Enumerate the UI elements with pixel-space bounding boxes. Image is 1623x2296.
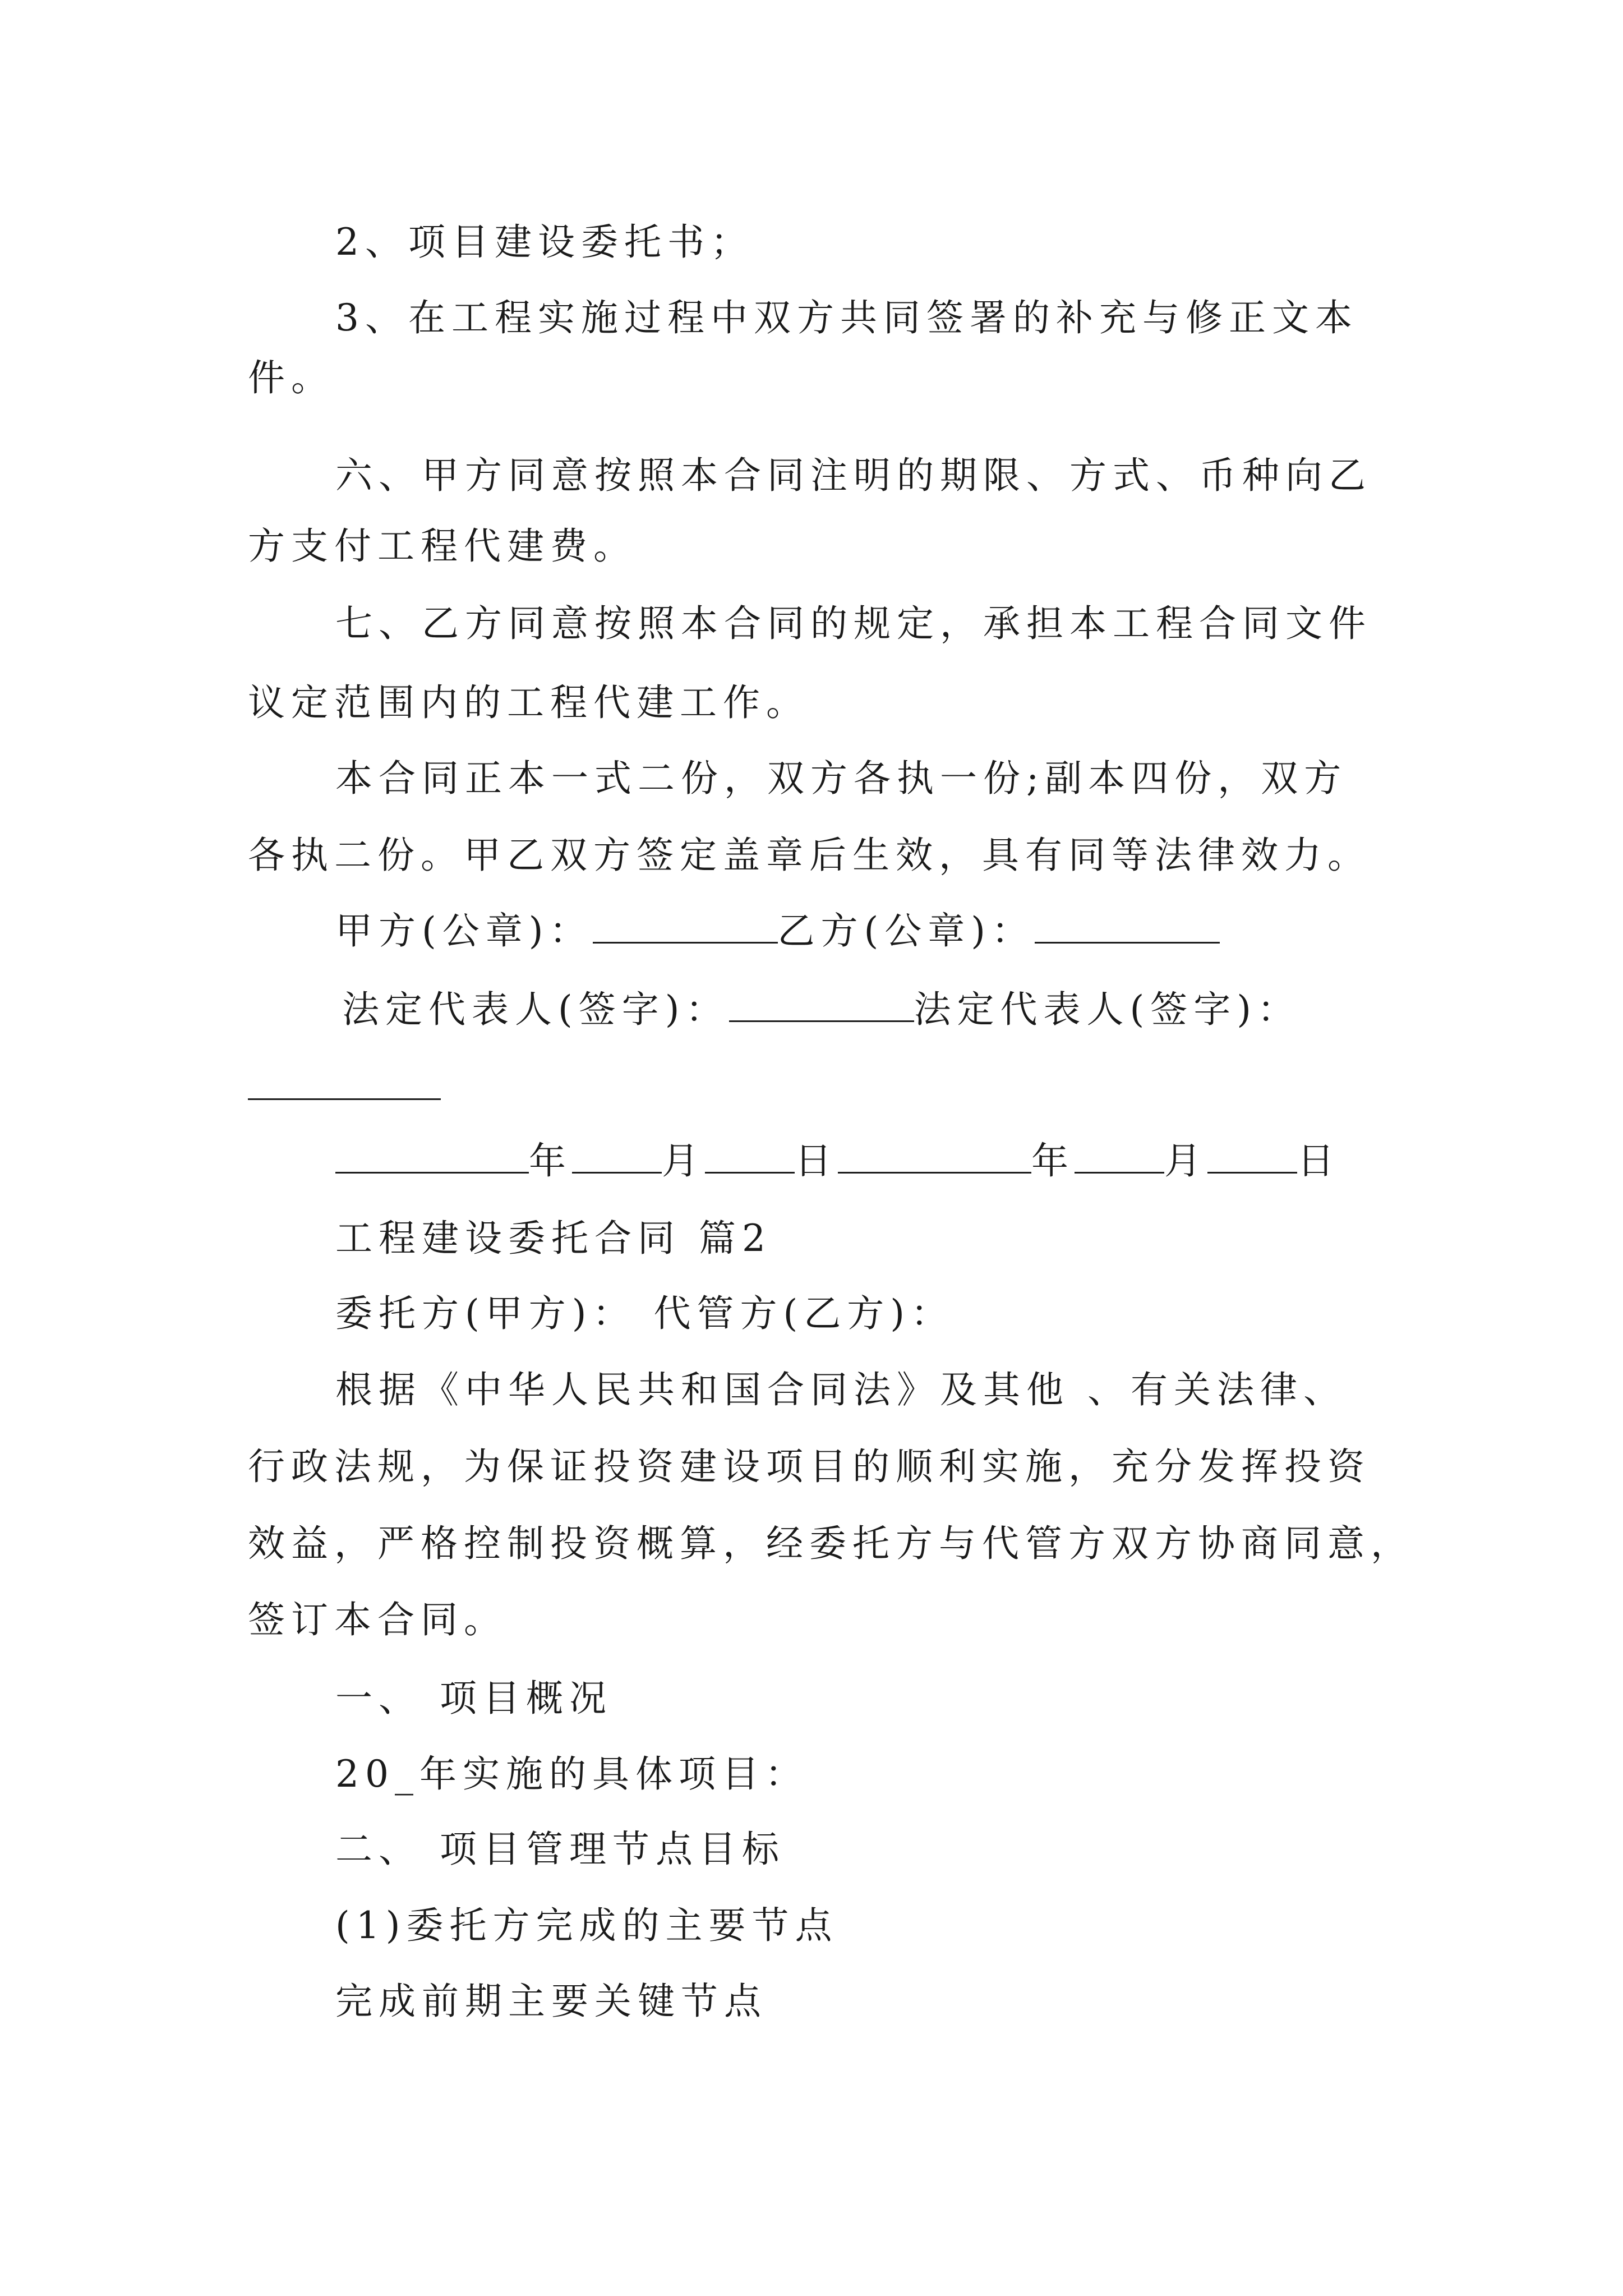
paragraph-line: 议定范围内的工程代建工作。 xyxy=(248,681,809,724)
copies-clause: 本合同正本一式二份，双方各执一份;副本四份，双方 xyxy=(335,757,1348,800)
parties-line: 委托方(甲方)： 代管方(乙方)： xyxy=(335,1292,954,1335)
month-b-blank xyxy=(1075,1139,1164,1174)
party-b-seal-blank xyxy=(1035,909,1220,944)
intro-line: 签订本合同。 xyxy=(248,1598,507,1641)
list-item: 完成前期主要关键节点 xyxy=(335,1980,767,2023)
list-item: 20_年实施的具体项目： xyxy=(335,1752,808,1796)
month-a-blank xyxy=(572,1139,662,1174)
rep-a-label: 法定代表人(签字)： xyxy=(342,988,729,1031)
representative-line xyxy=(342,987,1301,1032)
paragraph-line: 方支付工程代建费。 xyxy=(248,524,637,568)
day-a-label: 日 xyxy=(795,1139,838,1182)
year-b-blank xyxy=(838,1139,1031,1174)
intro-line: 根据《中华人民共和国合同法》及其他 、有关法律、 xyxy=(335,1368,1347,1411)
clause-seven: 七、乙方同意按照本合同的规定，承担本工程合同文件 xyxy=(335,602,1372,645)
rep-b-blank xyxy=(248,1098,441,1100)
list-item: 3、在工程实施过程中双方共同签署的补充与修正文本 xyxy=(335,296,1358,339)
day-b-blank xyxy=(1207,1139,1297,1174)
section-heading: 一、 项目概况 xyxy=(335,1677,612,1720)
party-b-seal-label: 乙方(公章)： xyxy=(777,909,1035,953)
party-a-seal-blank xyxy=(593,909,778,944)
section-title: 工程建设委托合同 篇2 xyxy=(335,1217,772,1260)
year-a-blank xyxy=(335,1139,529,1174)
list-item: (1)委托方完成的主要节点 xyxy=(335,1904,838,1947)
month-b-label: 月 xyxy=(1164,1139,1207,1182)
section-heading: 二、 项目管理节点目标 xyxy=(335,1828,785,1871)
month-a-label: 月 xyxy=(662,1139,705,1182)
paragraph-line: 各执二份。甲乙双方签定盖章后生效，具有同等法律效力。 xyxy=(248,834,1371,877)
paragraph-line: 件。 xyxy=(248,356,334,399)
intro-line: 行政法规，为保证投资建设项目的顺利实施，充分发挥投资 xyxy=(248,1445,1371,1488)
year-a-label: 年 xyxy=(529,1139,572,1182)
year-b-label: 年 xyxy=(1031,1139,1075,1182)
party-a-seal-label: 甲方(公章)： xyxy=(335,909,593,953)
list-item: 2、项目建设委托书； xyxy=(335,220,754,264)
clause-six: 六、甲方同意按照本合同注明的期限、方式、币种向乙 xyxy=(335,454,1372,497)
day-b-label: 日 xyxy=(1297,1139,1340,1182)
rep-a-blank xyxy=(729,988,914,1022)
rep-b-label: 法定代表人(签字)： xyxy=(914,988,1301,1031)
seal-line xyxy=(335,909,1220,954)
date-line xyxy=(335,1139,1340,1184)
day-a-blank xyxy=(705,1139,795,1174)
intro-line: 效益，严格控制投资概算，经委托方与代管方双方协商同意， xyxy=(248,1522,1414,1565)
